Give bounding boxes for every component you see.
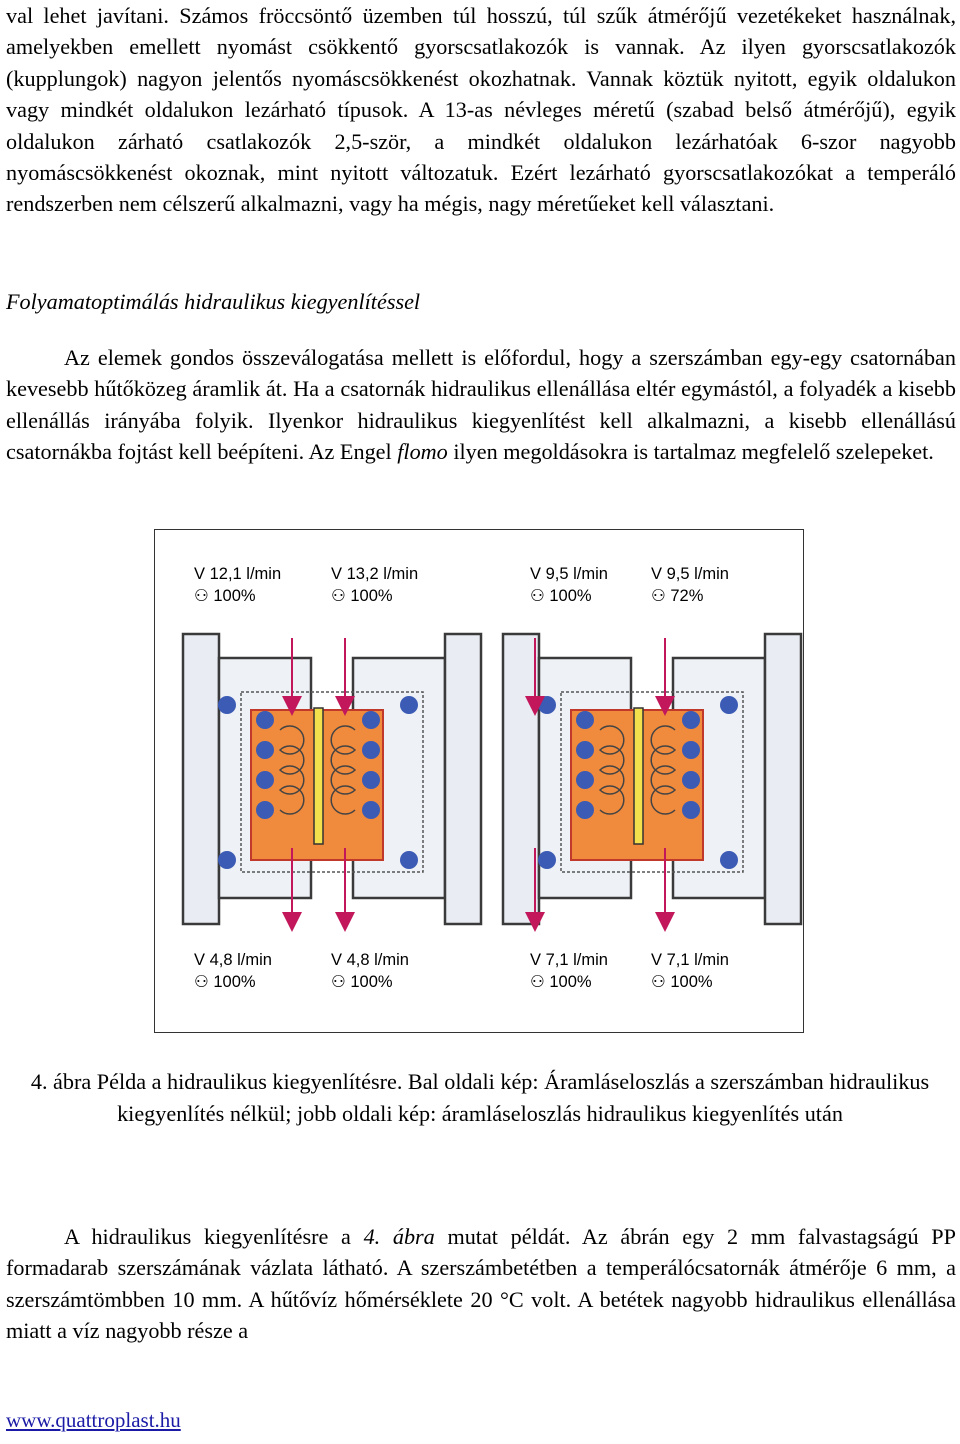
figure-caption: 4. ábra Példa a hidraulikus kiegyenlítésre. Bal oldali kép: Áramláseloszlás a szerszámban hidraulikus kiegyenlítés nélkül; jobb oldali kép: áramláseloszlás hidraulikus kiegyenlítés után	[30, 1069, 930, 1126]
flow-label-top-4: V 9,5 l/min ⚇ 72%	[651, 565, 729, 605]
flow-label-top-3: V 9,5 l/min ⚇ 100%	[530, 565, 608, 605]
paragraph-text-end: ilyen megoldásokra is tartalmaz megfelelő szelepeket.	[447, 439, 934, 465]
paragraph-example	[6, 1221, 956, 1347]
section-heading: Folyamatoptimálás hidraulikus kiegyenlítéssel	[6, 289, 421, 314]
flow-label-bottom-3: V 7,1 l/min ⚇ 100%	[530, 951, 608, 991]
italic-product-name: flomo	[397, 439, 448, 465]
paragraph-text: A hidraulikus kiegyenlítésre a	[64, 1224, 364, 1249]
figure-hydraulic-balance	[154, 529, 804, 1033]
flow-label-bottom-2: V 4,8 l/min ⚇ 100%	[331, 951, 409, 991]
flow-label-top-2: V 13,2 l/min ⚇ 100%	[331, 565, 419, 605]
mold-left	[183, 634, 481, 924]
footer-website-link[interactable]: www.quattroplast.hu	[6, 1408, 181, 1432]
paragraph-hydraulic-balance	[6, 342, 956, 468]
paragraph-text: Az elemek gondos összeválogatása mellett is előfordul, hogy a szerszámban egy-egy csatornában kevesebb hűtőközeg áramlik át. Ha a csatornák hidraulikus ellenállása eltér egymástól, a folyadék a kisebb ellenállás irányába folyik. Ilyenkor hidraulikus kiegyenlítést kell alkalmazni, a kisebb ellenállású csatornákba fojtást kell beépíteni. Az Engel	[6, 345, 956, 465]
flow-label-bottom-4: V 7,1 l/min ⚇ 100%	[651, 951, 729, 991]
paragraph-text-end: mutat példát. Az ábrán egy 2 mm falvastagságú PP formadarab szerszámának vázlata látható. A szerszámbetétben a temperálócsatornák átmérője 6 mm, a szerszámtömbben 10 mm. A hűtővíz hőmérséklete 20 °C volt. A betétek nagyobb hidraulikus ellenállása miatt a víz nagyobb része a	[6, 1224, 956, 1344]
paragraph-intro: val lehet javítani. Számos fröccsöntő üzemben túl hosszú, túl szűk átmérőjű vezetékeket használnak, amelyekben emellett nyomást csökkentő gyorscsatlakozók is vannak. Az ilyen gyorscsatlakozók (kupplungok) nagyon jelentős nyomáscsökkenést okozhatnak. Vannak köztük nyitott, egyik oldalukon vagy mindkét oldalukon lezárható típusok. A 13-as névleges méretű (szabad belső átmérőjű), egyik oldalukon zárható csatlakozók 2,5-ször, a mindkét oldalukon lezárhatóak 6-szor nagyobb nyomáscsökkenést okoznak, mint nyitott változatuk. Ezért lezárható gyorscsatlakozókat a temperáló rendszerben nem célszerű alkalmazni, vagy ha mégis, nagy méretűeket kell választani.	[6, 3, 956, 217]
flow-label-top-1: V 12,1 l/min ⚇ 100%	[194, 565, 282, 605]
flow-label-bottom-1: V 4,8 l/min ⚇ 100%	[194, 951, 272, 991]
italic-figure-ref: 4. ábra	[363, 1224, 435, 1249]
mold-right	[503, 634, 801, 924]
